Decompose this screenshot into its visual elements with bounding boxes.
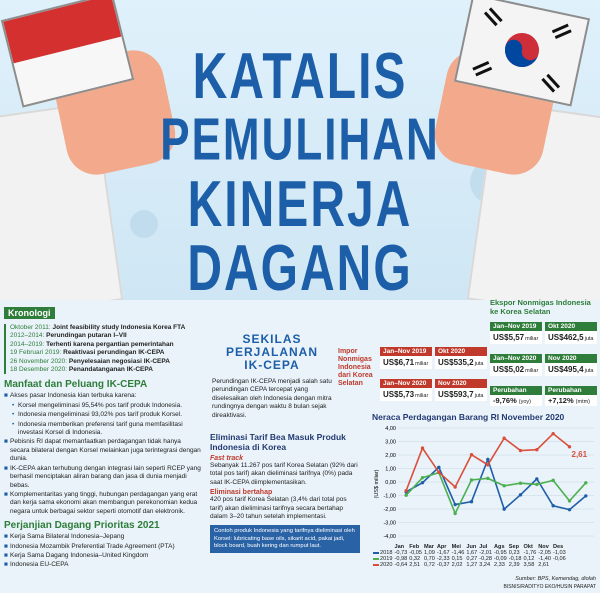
data-label: 3,24 bbox=[479, 562, 491, 568]
data-label: -0,37 bbox=[436, 562, 450, 568]
chart-values-table bbox=[372, 544, 567, 568]
data-label: 1,09 bbox=[423, 550, 435, 556]
bullet-icon: ■ bbox=[4, 533, 8, 541]
data-label: 1,27 bbox=[466, 562, 478, 568]
data-point-2020 bbox=[437, 471, 440, 474]
data-label: 2,61 bbox=[538, 562, 550, 568]
perubahan-value bbox=[490, 395, 542, 406]
manfaat-item bbox=[4, 392, 202, 400]
ekspor-period: Okt 2020 bbox=[545, 322, 597, 331]
data-point-2020 bbox=[453, 485, 456, 488]
y-tick-label: -3,00 bbox=[383, 520, 396, 527]
x-tick-label: Jun bbox=[466, 544, 477, 550]
perjanjian-text: Indonesia Mozambik Preferential Trade Agreement (PTA) bbox=[10, 542, 175, 550]
data-label: -0,06 bbox=[552, 556, 566, 562]
ekspor-box bbox=[490, 354, 542, 382]
x-tick-label: Nov bbox=[538, 544, 549, 550]
eliminasi-panel bbox=[210, 432, 360, 590]
subtitle-line-2: PERJALANAN bbox=[225, 345, 318, 359]
data-point-2018 bbox=[421, 481, 424, 484]
perubahan-number: +7,12% bbox=[548, 396, 574, 405]
perubahan-label: Perubahan bbox=[545, 386, 597, 395]
y-axis-label: (US$ miliar) bbox=[374, 469, 380, 499]
data-label: -1,67 bbox=[436, 550, 450, 556]
impor-value bbox=[380, 388, 432, 401]
bertahap-text: 420 pos tarif Korea Selatan (3,4% dari total pos tarif) akan dieliminasi tarifnya secara bertahap dalam 3–20 tahun setelah implementasi. bbox=[210, 496, 347, 521]
bullet-icon: ■ bbox=[4, 490, 8, 498]
data-label: -0,09 bbox=[493, 556, 507, 562]
impor-value-number: US$593,7 bbox=[438, 390, 474, 399]
data-label: -1,46 bbox=[451, 550, 465, 556]
data-label: 2,02 bbox=[451, 562, 463, 568]
series-line-2018 bbox=[406, 459, 586, 509]
impor-value-unit: miliar bbox=[415, 393, 429, 399]
ekspor-period: Nov 2020 bbox=[545, 354, 597, 363]
data-label: -2,05 bbox=[538, 550, 551, 556]
title-line-2: PEMULIHAN bbox=[160, 107, 440, 174]
manfaat-text: Indonesia memberikan preferensi tarif guna memfasilitasi investasi Korsel di Indonesia. bbox=[18, 420, 183, 437]
fast-track-label: Fast track bbox=[210, 455, 244, 462]
data-label: -0,73 bbox=[394, 550, 408, 556]
data-label: -0,18 bbox=[508, 556, 522, 562]
x-tick-label: Sep bbox=[508, 544, 519, 550]
perjanjian-text: Indonesia EU-CEPA bbox=[10, 561, 69, 569]
data-point-2019 bbox=[404, 494, 407, 497]
table-row bbox=[372, 562, 567, 568]
manfaat-text: IK-CEPA akan terhubung dengan integrasi lain seperti RCEP yang berhasil menciptakan aliran barang dan jasa di dunia menjadi bebas. bbox=[10, 464, 201, 489]
left-column bbox=[4, 303, 202, 591]
neraca-chart bbox=[372, 412, 598, 592]
manfaat-text: Akses pasar Indonesia kian terbuka karena: bbox=[10, 392, 137, 400]
kronologi-date: 2012–2014: bbox=[10, 332, 47, 340]
ekspor-value bbox=[545, 331, 597, 344]
data-label: -1,40 bbox=[538, 556, 551, 562]
perjanjian-item bbox=[4, 561, 202, 569]
ekspor-box bbox=[490, 322, 542, 350]
perjanjian-item bbox=[4, 543, 202, 551]
bullet-icon: ■ bbox=[4, 551, 8, 559]
x-tick-label: Apr bbox=[436, 544, 447, 550]
bullet-icon: • bbox=[12, 420, 15, 428]
ekspor-value-number: US$462,5 bbox=[548, 333, 584, 342]
data-label: -0,98 bbox=[394, 556, 408, 562]
kronologi-date: 26 November 2020: bbox=[10, 357, 69, 365]
manfaat-list bbox=[4, 392, 202, 516]
impor-period: Jan–Nov 2019 bbox=[380, 347, 432, 356]
x-tick-label: Des bbox=[552, 544, 564, 550]
y-tick-label: 0,00 bbox=[385, 480, 396, 486]
kronologi-item bbox=[4, 332, 202, 340]
ekspor-box bbox=[545, 322, 597, 350]
perjanjian-list bbox=[4, 533, 202, 570]
data-point-2018 bbox=[584, 494, 587, 497]
x-tick-label: Ags bbox=[493, 544, 505, 550]
ekspor-label: Ekspor Nonmigas Indonesia ke Korea Selatan bbox=[490, 298, 591, 316]
fast-track-text: Sebanyak 11.267 pos tarif Korea Selatan (92% dari total pos tarif) akan dieliminasi tarifnya (0%) pada saat IK-CEPA diimplementasikan. bbox=[210, 462, 358, 486]
impor-label: Impor Nonmigas Indonesia dari Korea Selatan bbox=[338, 348, 373, 387]
impor-value-number: US$5,73 bbox=[383, 390, 415, 399]
data-point-2018 bbox=[519, 493, 522, 496]
bertahap-label: Eliminasi bertahap bbox=[210, 489, 273, 497]
y-tick-label: -4,00 bbox=[383, 534, 396, 540]
subtitle-line-3: IK-CEPA bbox=[244, 358, 300, 372]
chart-title: Neraca Perdagangan Barang RI November 2020 bbox=[372, 412, 565, 422]
data-point-2019 bbox=[535, 483, 538, 486]
ekspor-value bbox=[545, 363, 597, 376]
impor-value-unit: juta bbox=[474, 393, 484, 399]
impor-box bbox=[380, 347, 432, 375]
y-tick-label: -2,00 bbox=[383, 507, 396, 513]
y-tick-label: 1,00 bbox=[385, 466, 396, 473]
bullet-icon: ■ bbox=[4, 542, 8, 550]
impor-box bbox=[380, 379, 432, 407]
data-label: -0,05 bbox=[409, 550, 422, 556]
x-tick-label: Okt bbox=[523, 544, 533, 550]
impor-value-unit: juta bbox=[474, 361, 484, 367]
perubahan-value bbox=[545, 395, 597, 406]
data-label: 1,67 bbox=[466, 550, 478, 556]
impor-box bbox=[435, 379, 487, 407]
series-name: 2018 bbox=[380, 550, 393, 556]
data-point-2018 bbox=[502, 507, 505, 510]
x-tick-label: Mar bbox=[423, 544, 434, 550]
data-point-2019 bbox=[421, 476, 424, 479]
kronologi-item bbox=[4, 324, 202, 332]
data-point-2018 bbox=[486, 458, 489, 461]
ekspor-value-unit: juta bbox=[584, 368, 594, 374]
subtitle-line-1: SEKILAS bbox=[242, 332, 302, 346]
kronologi-text: Joint feasibility study Indonesia Korea FTA bbox=[52, 324, 186, 331]
title-line-4: DAGANG bbox=[187, 233, 413, 300]
ekspor-value bbox=[490, 331, 542, 344]
perjanjian-text: Kerja Sama Dagang Indonesia–United Kingdom bbox=[10, 551, 149, 559]
kronologi-item bbox=[4, 358, 202, 366]
impor-boxes bbox=[380, 347, 490, 409]
data-label: -2,33 bbox=[436, 556, 450, 562]
data-label: -1,03 bbox=[552, 550, 566, 556]
manfaat-text: Pebisnis RI dapat memanfaatkan perdagangan tidak hanya secara bilateral dengan Korsel melainkan juga terintegrasi dengan dunia. bbox=[10, 438, 201, 463]
data-label: -0,64 bbox=[394, 562, 408, 568]
data-label: 0,72 bbox=[423, 562, 435, 568]
impor-value-number: US$6,71 bbox=[383, 358, 415, 367]
data-point-2020 bbox=[568, 445, 571, 448]
data-label: 0,27 bbox=[466, 556, 478, 562]
ekspor-value-unit: juta bbox=[584, 336, 594, 342]
data-point-2019 bbox=[453, 512, 456, 515]
manfaat-item bbox=[4, 421, 202, 438]
impor-period: Nov 2020 bbox=[435, 379, 487, 388]
kronologi-date: 2014–2019: bbox=[10, 340, 47, 348]
data-point-2020 bbox=[535, 448, 538, 451]
data-point-2020 bbox=[551, 432, 554, 435]
perubahan-box bbox=[545, 386, 597, 406]
bullet-icon: ■ bbox=[4, 561, 8, 569]
ekspor-value-number: US$495,4 bbox=[548, 365, 584, 374]
annotation-label: 2,61 bbox=[571, 449, 588, 459]
series-name: 2020 bbox=[380, 562, 393, 568]
series-name: 2019 bbox=[380, 556, 393, 562]
manfaat-item bbox=[4, 465, 202, 490]
legend-swatch bbox=[373, 564, 379, 566]
subtitle bbox=[212, 333, 332, 372]
data-point-2020 bbox=[519, 449, 522, 452]
bullet-icon: ■ bbox=[4, 438, 8, 446]
data-label: 2,39 bbox=[508, 562, 520, 568]
data-point-2020 bbox=[404, 489, 407, 492]
data-point-2019 bbox=[568, 499, 571, 502]
impor-value-number: US$535,2 bbox=[438, 358, 474, 367]
data-point-2019 bbox=[486, 477, 489, 480]
data-point-2018 bbox=[551, 504, 554, 507]
bullet-icon: • bbox=[12, 411, 15, 419]
manfaat-text: Korsel mengeliminasi 95,54% pos tarif produk Indonesia. bbox=[18, 401, 183, 409]
ekspor-period: Jan–Nov 2019 bbox=[490, 322, 542, 331]
data-point-2018 bbox=[437, 466, 440, 469]
ekspor-value-number: US$5,57 bbox=[493, 333, 525, 342]
title-line-1: KATALIS bbox=[192, 41, 408, 113]
bullet-icon: ■ bbox=[4, 464, 8, 472]
manfaat-text: Komplementaritas yang tinggi, hubungan perdagangan yang erat dan kerja sama ekonomi akan membangun perekonomian kedua negara untuk berbagai sektor seperti otomotif dan elektronik. bbox=[10, 490, 198, 515]
title-line-3: KINERJA bbox=[187, 169, 413, 241]
manfaat-heading: Manfaat dan Peluang IK-CEPA bbox=[4, 379, 148, 391]
data-point-2019 bbox=[519, 482, 522, 485]
ekspor-value-unit: miliar bbox=[525, 336, 539, 342]
kronologi-text: Penandatanganan IK-CEPA bbox=[68, 366, 153, 374]
kronologi-date: 19 Februari 2019: bbox=[10, 349, 64, 357]
perubahan-note: (yoy) bbox=[518, 399, 531, 405]
kronologi-date: Oktober 2011: bbox=[10, 324, 53, 331]
ekspor-value-number: US$5,02 bbox=[493, 365, 525, 374]
data-label: 2,33 bbox=[493, 562, 505, 568]
x-tick-label: Mei bbox=[451, 544, 461, 550]
x-tick-label: Jul bbox=[479, 544, 488, 550]
data-label: 0,70 bbox=[423, 556, 435, 562]
perubahan-number: -9,76% bbox=[493, 396, 517, 405]
data-point-2019 bbox=[502, 484, 505, 487]
data-label: 3,58 bbox=[523, 562, 535, 568]
data-label: -0,28 bbox=[479, 556, 492, 562]
data-point-2019 bbox=[551, 479, 554, 482]
kronologi-heading: Kronologi bbox=[4, 307, 55, 319]
data-point-2020 bbox=[502, 437, 505, 440]
ekspor-boxes bbox=[490, 322, 596, 408]
ekspor-period: Jan–Nov 2020 bbox=[490, 354, 542, 363]
data-label: -2,01 bbox=[479, 550, 492, 556]
y-tick-label: 3,00 bbox=[385, 439, 396, 446]
bullet-icon: • bbox=[12, 401, 15, 409]
impor-value bbox=[435, 356, 487, 369]
data-label: 0,23 bbox=[508, 550, 520, 556]
legend-swatch bbox=[373, 552, 379, 554]
data-point-2019 bbox=[470, 478, 473, 481]
ekspor-value bbox=[490, 363, 542, 376]
intro-text: Perundingan IK-CEPA menjadi salah satu perundingan CEPA tercepat yang diselesaikan oleh Indonesia dengan mitra rundingnya dengan waktu 8 bulan sejak direaktivasi. bbox=[212, 378, 332, 419]
manfaat-item bbox=[4, 411, 202, 419]
y-tick-label: 2,00 bbox=[385, 453, 396, 459]
kronologi-item bbox=[4, 341, 202, 349]
manfaat-text: Indonesia mengeliminasi 93,02% pos tarif produk Korsel. bbox=[18, 411, 183, 419]
impor-value bbox=[380, 356, 432, 369]
kronologi-item bbox=[4, 366, 202, 374]
kronologi-text: Perundingan putaran I–VII bbox=[46, 332, 127, 340]
manfaat-item bbox=[4, 402, 202, 410]
manfaat-item bbox=[4, 438, 202, 463]
data-label: -1,76 bbox=[523, 550, 537, 556]
perubahan-note: (mtm) bbox=[575, 399, 591, 405]
ekspor-value-unit: miliar bbox=[525, 368, 539, 374]
data-label: 0,12 bbox=[523, 556, 535, 562]
contoh-produk-box: Contoh produk Indonesia yang tarifnya dieliminasi oleh Korsel: lubricating base oils, sikarit acid, pakai jadi, block board, buah kering dan rumput laut. bbox=[210, 525, 360, 553]
data-point-2018 bbox=[535, 477, 538, 480]
data-point-2018 bbox=[453, 503, 456, 506]
x-tick-label: Feb bbox=[409, 544, 420, 550]
data-point-2019 bbox=[584, 481, 587, 484]
impor-box bbox=[435, 347, 487, 375]
kronologi-text: Penyelesaian negosiasi IK-CEPA bbox=[68, 357, 170, 365]
manfaat-item bbox=[4, 491, 202, 516]
data-point-2020 bbox=[470, 453, 473, 456]
impor-period: Jan–Nov 2020 bbox=[380, 379, 432, 388]
data-label: 0,15 bbox=[451, 556, 463, 562]
eliminasi-heading: Eliminasi Tarif Bea Masuk Produk Indonesia di Korea bbox=[210, 432, 346, 452]
kronologi-date: 18 Desember 2020: bbox=[10, 366, 69, 374]
perjanjian-heading: Perjanjian Dagang Prioritas 2021 bbox=[4, 520, 160, 532]
data-point-2020 bbox=[486, 463, 489, 466]
perubahan-label: Perubahan bbox=[490, 386, 542, 395]
data-point-2018 bbox=[470, 500, 473, 503]
data-label: -0,95 bbox=[493, 550, 507, 556]
series-legend-2020 bbox=[372, 562, 393, 568]
data-point-2020 bbox=[421, 446, 424, 449]
ekspor-box bbox=[545, 354, 597, 382]
data-label bbox=[552, 562, 567, 568]
perjanjian-item bbox=[4, 533, 202, 541]
credit-text: BISNIS/RADITYO EKO/HUSIN PARAPAT bbox=[503, 584, 596, 590]
chart-plot bbox=[372, 424, 598, 542]
y-tick-label: -1,00 bbox=[383, 493, 396, 500]
perubahan-box bbox=[490, 386, 542, 406]
y-tick-label: 4,00 bbox=[385, 426, 396, 432]
kronologi-text: Terhenti karena pergantian pemerintahan bbox=[46, 340, 174, 348]
kronologi-list bbox=[4, 324, 202, 374]
bullet-icon: ■ bbox=[4, 392, 8, 400]
chart-data-table bbox=[372, 544, 598, 568]
impor-value bbox=[435, 388, 487, 401]
impor-period: Okt 2020 bbox=[435, 347, 487, 356]
data-label: 2,51 bbox=[409, 562, 421, 568]
x-tick-label: Jan bbox=[394, 544, 405, 550]
impor-value-unit: miliar bbox=[415, 361, 429, 367]
data-label: 0,32 bbox=[409, 556, 421, 562]
kronologi-text: Reaktivasi perundingan IK-CEPA bbox=[63, 349, 165, 357]
perjanjian-text: Kerja Sama Bilateral Indonesia–Jepang bbox=[10, 533, 125, 541]
source-text: Sumber: BPS, Kemendag, diolah bbox=[515, 576, 596, 582]
data-point-2018 bbox=[568, 508, 571, 511]
legend-swatch bbox=[373, 558, 379, 560]
kronologi-item bbox=[4, 349, 202, 357]
perjanjian-item bbox=[4, 552, 202, 560]
